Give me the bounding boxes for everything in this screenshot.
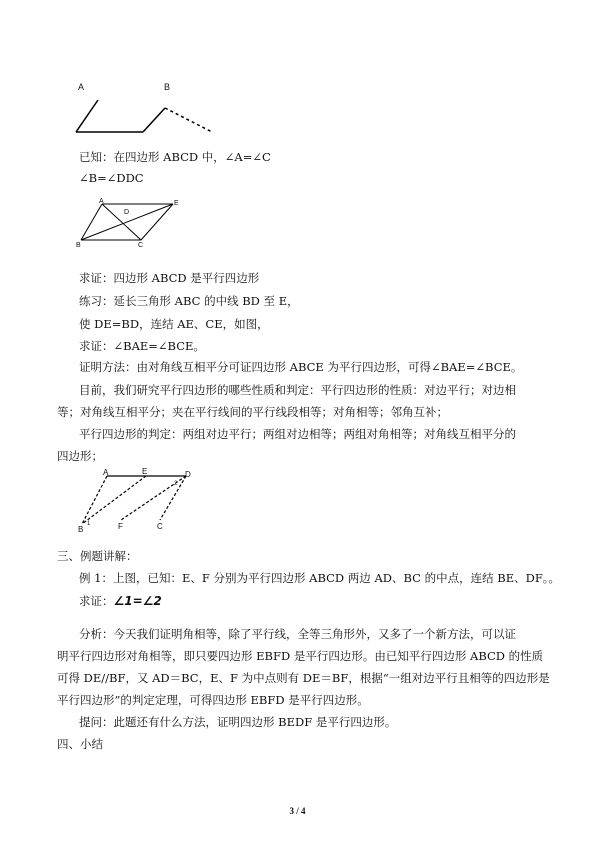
text-line-13: 例 1：上图，已知：E、F 分别为平行四边形 ABCD 两边 AD、BC 的中点，连结 BE、DF。。 <box>79 571 561 585</box>
fig3-label-f: F <box>118 522 123 531</box>
fig2-label-e: E <box>174 200 179 207</box>
text-line-5: 使 DE=BD，连结 AE、CE，如图， <box>79 317 269 331</box>
fig1-left-slant <box>76 100 98 132</box>
text-line-4: 练习：延长三角形 ABC 的中线 BD 至 E， <box>79 294 299 308</box>
text-line-1: 已知：在四边形 ABCD 中，∠A=∠C <box>79 150 271 164</box>
text-line-7: 证明方法：由对角线互相平分可证四边形 ABCE 为平行四边形，可得∠BAE=∠BCE。 <box>79 360 523 374</box>
fig3-angle-2: 2 <box>174 481 178 487</box>
text-line-14 <box>79 594 162 608</box>
text-line-12: 三、例题讲解： <box>57 549 138 563</box>
figure-1-broken-lines <box>70 95 220 140</box>
fig1-rise <box>143 108 165 132</box>
fig1-label-a: A <box>78 82 85 92</box>
fig3-label-c: C <box>157 522 163 531</box>
figure-2-parallelogram <box>74 195 189 250</box>
text-line-11: 四边形； <box>57 449 103 463</box>
fig2-label-b: B <box>76 242 81 249</box>
text-line-6: 求证：∠BAE=∠BCE。 <box>79 339 205 353</box>
text-line-18: 平行四边形”的判定定理，可得四边形 EBFD 是平行四边形。 <box>57 693 369 707</box>
fig3-label-a: A <box>103 468 109 477</box>
text-line-15: 分析：今天我们证明角相等，除了平行线，全等三角形外，又多了一个新方法，可以证 <box>79 627 516 641</box>
fig3-label-e: E <box>142 467 148 476</box>
text-line-2: ∠B=∠DDC <box>79 171 144 185</box>
text-line-10: 平行四边形的判定：两组对边平行；两组对边相等；两组对角相等；对角线互相平分的 <box>79 427 516 441</box>
figure-3-parallelogram <box>74 466 199 536</box>
fig2-label-a: A <box>99 198 104 205</box>
text-line-9: 等；对角线互相平分；夹在平行线间的平行线段相等；对角相等；邻角互补； <box>57 405 448 419</box>
angle-equation: ∠1=∠2 <box>113 594 162 608</box>
fig3-label-d: D <box>185 470 191 479</box>
text-line-3: 求证：四边形 ABCD 是平行四边形 <box>79 271 260 285</box>
text-line-16: 明平行四边形对角相等，即只要四边形 EBFD 是平行四边形。由已知平行四边形 ABCD 的性质 <box>57 649 544 663</box>
page-number: 3 / 4 <box>289 806 306 816</box>
prove-label: 求证： <box>79 594 114 608</box>
fig1-dashed <box>165 108 212 132</box>
fig2-label-d: D <box>124 209 130 216</box>
fig1-label-b: B <box>164 82 171 92</box>
text-line-19: 提问：此题还有什么方法，证明四边形 BEDF 是平行四边形。 <box>79 715 397 729</box>
fig3-angle-1: 1 <box>87 521 91 527</box>
text-line-20: 四、小结 <box>57 737 103 751</box>
fig2-label-c: C <box>138 242 144 249</box>
fig3-label-b: B <box>78 525 84 534</box>
text-line-8: 目前，我们研究平行四边形的哪些性质和判定：平行四边形的性质：对边平行；对边相 <box>79 383 516 397</box>
text-line-17: 可得 DE//BF，又 AD＝BC，E、F 为中点则有 DE＝BF，根据“一组对边平行且相等的四边形是 <box>57 671 550 685</box>
